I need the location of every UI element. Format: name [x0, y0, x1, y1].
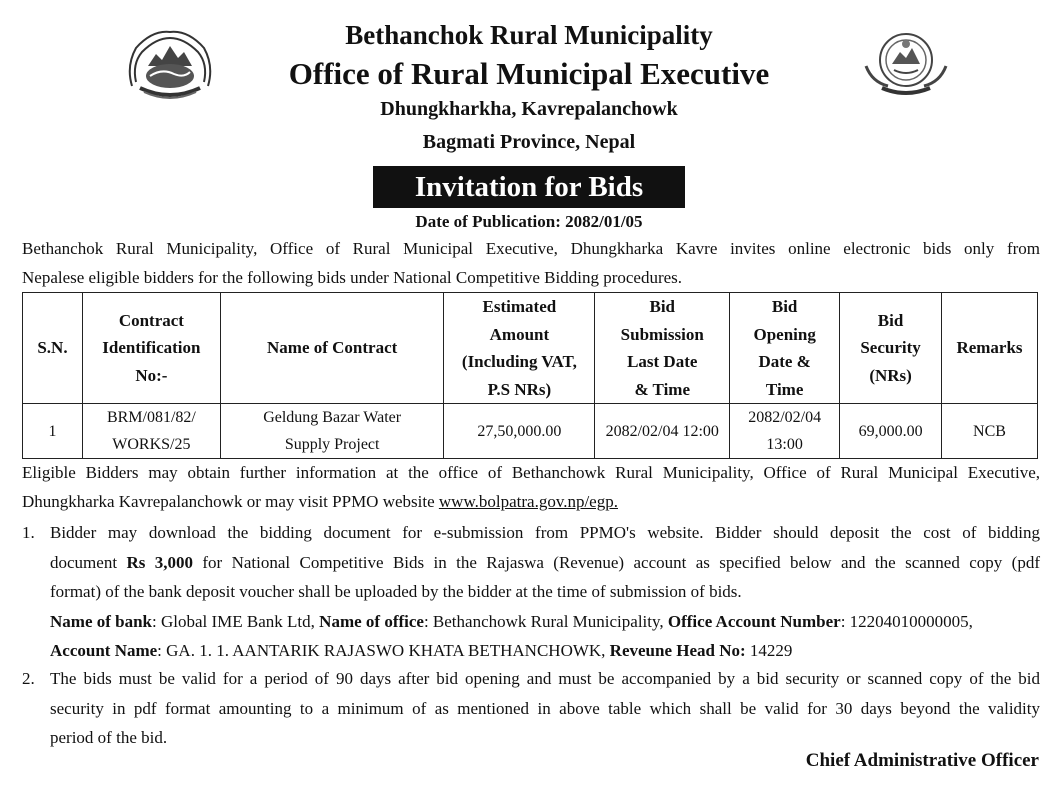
publication-date: Date of Publication: 2082/01/05 [415, 212, 643, 231]
item-number: 2. [22, 669, 35, 688]
signature-title: Chief Administrative Officer [805, 750, 1039, 771]
bids-table [22, 292, 1038, 459]
header-contract-id: Contract Identification No:- [82, 293, 220, 404]
list-item: 1. Bidder may download the bidding document for e-submission from PPMO's website. Bidder should deposit the cost of bidding document Rs 3,000 for National Competitive Bids in the Rajaswa (Revenue) account as specified below and the scanned copy (pdf format) of the bank deposit voucher shall be uploaded by the bidder at the time of submission of bids. Name of bank: Global IME Bank Ltd, Name of office: Bethanchowk Rural Municipality, Office Account Number: 12204010000005, Account Name: GA. 1. 1. AANTARIK RAJASWO KHATA BETHANCHOWK, Reveune Head No: 14229 [22, 518, 1040, 666]
notice-title: Invitation for Bids [373, 166, 685, 208]
eligible-line-2: Dhungkharka Kavrepalanchowk or may visit PPMO website www.bolpatra.gov.np/egp. [22, 492, 618, 511]
address-line-2: Bagmati Province, Nepal [422, 131, 636, 153]
cell-submission: 2082/02/04 12:00 [595, 404, 730, 459]
header-bid-security: Bid Security (NRs) [840, 293, 942, 404]
bank-details-line-2: Account Name: GA. 1. 1. AANTARIK RAJASWO KHATA BETHANCHOWK, Reveune Head No: 14229 [50, 641, 793, 660]
cell-contract-name: Geldung Bazar Water Supply Project [220, 404, 444, 459]
eligible-paragraph [22, 458, 1040, 516]
header-opening-date: Bid Opening Date & Time [730, 293, 840, 404]
bank-details-line-1: Name of bank: Global IME Bank Ltd, Name of office: Bethanchowk Rural Municipality, Office Account Number: 12204010000005, [50, 611, 973, 631]
cell-amount: 27,50,000.00 [444, 404, 595, 459]
municipality-name: Bethanchok Rural Municipality [345, 20, 713, 50]
table-header-row [23, 293, 1038, 404]
table-row [23, 404, 1038, 459]
header-estimated-amount: Estimated Amount (Including VAT, P.S NRs) [444, 293, 595, 404]
intro-paragraph [22, 234, 1040, 292]
cell-opening: 2082/02/04 13:00 [730, 404, 840, 459]
list-item: 2. The bids must be valid for a period of 90 days after bid opening and must be accompanied by a bid security or scanned copy of the bid security in pdf format amounting to a minimum of as mentioned in above table which shall be valid for 30 days beyond the validity period of the bid. [22, 664, 1040, 753]
header-contract-name: Name of Contract [220, 293, 444, 404]
eligible-line-1: Eligible Bidders may obtain further information at the office of Bethanchowk Rural Municipality, Office of Rural Municipal Executive, [22, 463, 1040, 482]
cell-remarks: NCB [942, 404, 1038, 459]
intro-line-1: Bethanchok Rural Municipality, Office of Rural Municipal Executive, Dhungkharka Kavre invites online electronic bids only from [22, 239, 1040, 258]
address-line-1: Dhungkharkha, Kavrepalanchowk [380, 98, 678, 120]
cell-contract-id: BRM/081/82/ WORKS/25 [82, 404, 220, 459]
header-sn: S.N. [23, 293, 83, 404]
header-submission-date: Bid Submission Last Date & Time [595, 293, 730, 404]
intro-line-2: Nepalese eligible bidders for the following bids under National Competitive Bidding procedures. [22, 268, 683, 287]
cell-sn: 1 [23, 404, 83, 459]
ppmo-website-link[interactable]: www.bolpatra.gov.np/egp. [438, 492, 618, 511]
office-name: Office of Rural Municipal Executive [288, 56, 770, 91]
cell-security: 69,000.00 [840, 404, 942, 459]
item-number: 1. [22, 523, 35, 542]
header-remarks: Remarks [942, 293, 1038, 404]
